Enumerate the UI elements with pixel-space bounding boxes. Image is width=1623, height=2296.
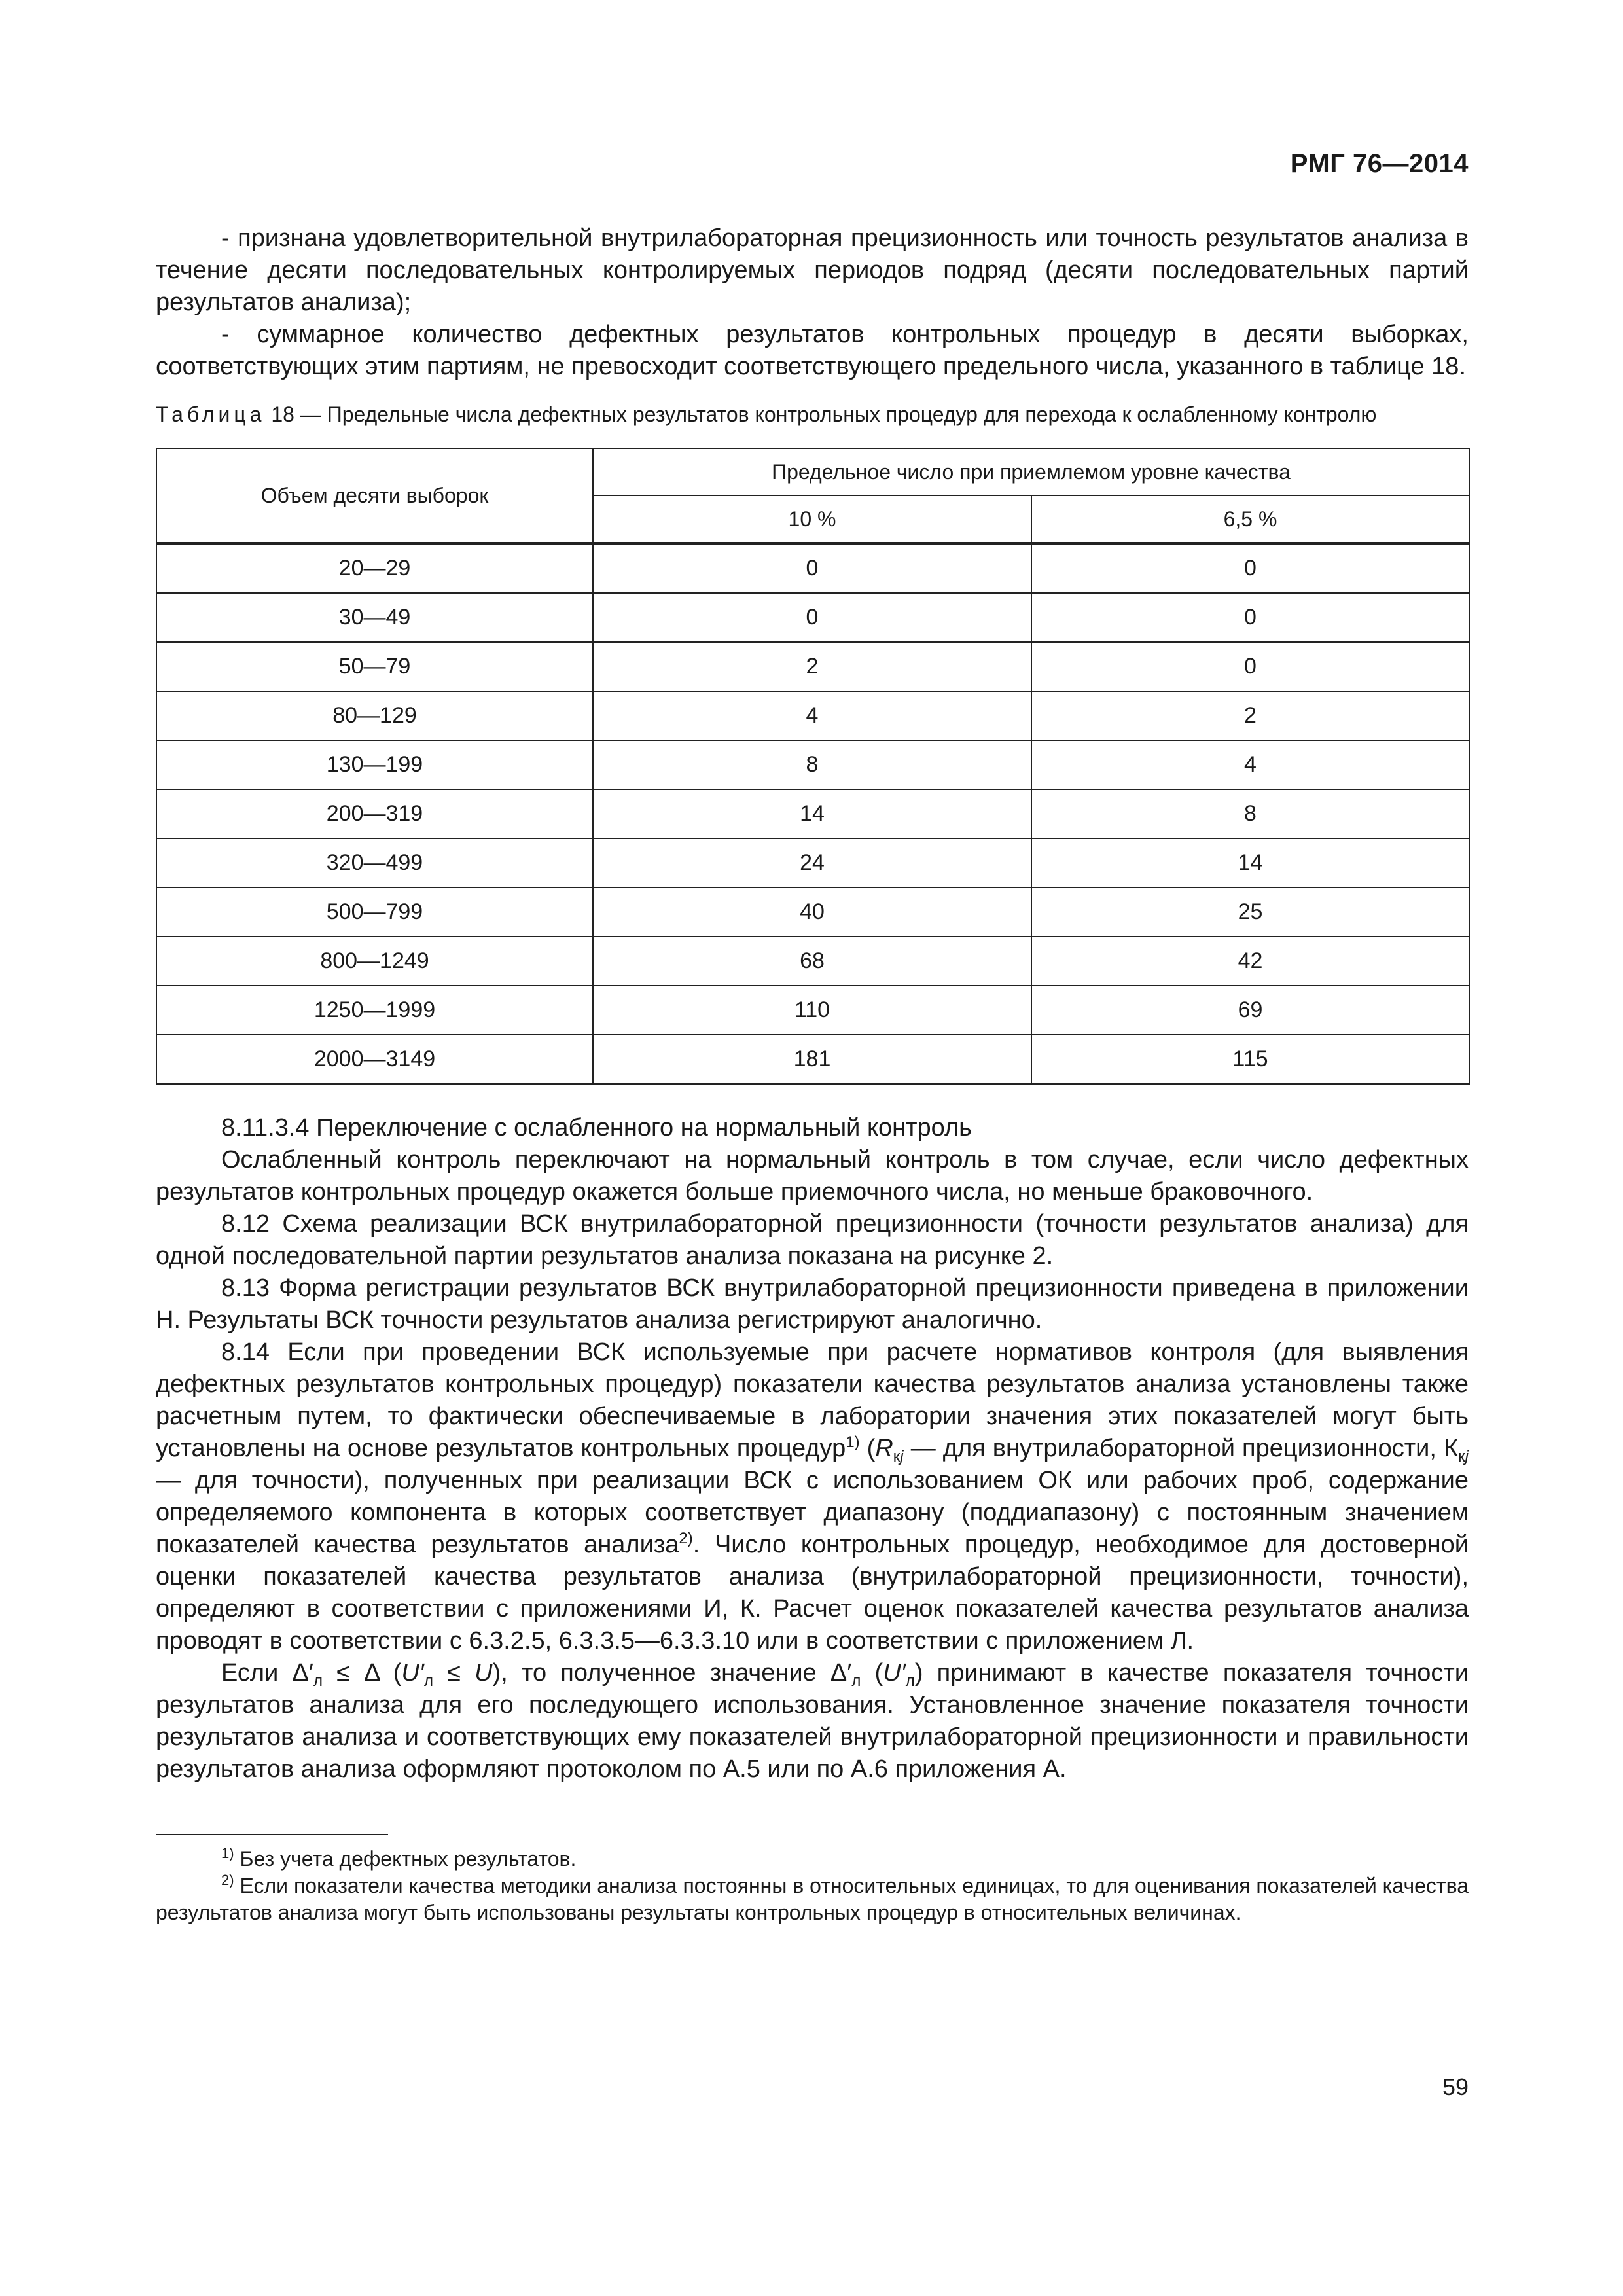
spacer [156,383,1469,401]
document-code: РМГ 76—2014 [1290,149,1469,178]
subscript: л [313,1672,323,1690]
table-row [156,838,1469,888]
footnote-text: Если показатели качества методики анализа постоянны в относительных единицах, то для оценивания показателей качества результатов анализа могут быть использованы результаты контрольных процедур в относительных величинах. [156,1874,1469,1924]
cell-limit-10: 24 [593,838,1031,888]
cell-limit-10: 4 [593,691,1031,740]
cell-sample-volume: 80—129 [156,691,593,740]
cell-sample-volume: 800—1249 [156,937,593,986]
section-8-11-3-4-text: Ослабленный контроль переключают на нормальный контроль в том случае, если число дефектных результатов контрольных процедур окажется больше приемочного числа, но меньше браковочного. [156,1146,1469,1206]
table-row [156,888,1469,937]
intro-paragraph-2: - суммарное количество дефектных результатов контрольных процедур в десяти выборках, соответствующих этим партиям, не превосходит соответствующего предельного числа, указанного в таблице 18. [156,321,1469,380]
cell-limit-6-5: 0 [1031,642,1469,691]
subscript: л [905,1672,915,1690]
cell-limit-6-5: 69 [1031,986,1469,1035]
header-6-5-percent: 6,5 % [1031,495,1469,543]
table-row [156,1035,1469,1084]
header-limit-number: Предельное число при приемлемом уровне качества [593,448,1469,495]
subscript: л [423,1672,433,1690]
table-row [156,691,1469,740]
symbol-u: U′ [401,1659,424,1687]
text-run: . Число контрольных процедур, необходимое для достоверной оценки показателей качества результатов анализа (внутрилабораторной прецизионности, точности), определяют в соответствии с приложениями И, К. Расчет оценок показателей качества результатов анализа проводят в соответствии с 6.3.2.5, 6.3.3.5—6.3.3.10 или в соответствии с приложением Л. [156,1531,1469,1655]
table-body [156,543,1469,1084]
footnote-1 [156,1846,1469,1873]
footnote-mark: 1) [221,1845,234,1861]
symbol-u: U′ [883,1659,906,1687]
cell-limit-6-5: 8 [1031,789,1469,838]
cell-limit-10: 14 [593,789,1031,838]
symbol-r: R [875,1435,893,1462]
cell-limit-6-5: 0 [1031,593,1469,642]
limit-numbers-table [156,448,1470,1085]
footnote-separator [156,1834,388,1835]
cell-sample-volume: 130—199 [156,740,593,789]
text-run: 8.14 Если при проведении ВСК используемые при расчете нормативов контроля (для выявления дефектных результатов контрольных процедур) показатели качества результатов анализа установлены также расчетным путем, то фактически обеспечиваемые в лаборатории значения этих показателей могут быть установлены на основе результатов контрольных процедур [156,1338,1469,1462]
cell-limit-10: 68 [593,937,1031,986]
symbol-r-subscript: кj [893,1448,904,1465]
paragraph-accuracy-condition [156,1657,1469,1785]
table-caption-text: 18 — Предельные числа дефектных результатов контрольных процедур для перехода к ослабленному контролю [271,403,1377,426]
cell-limit-6-5: 115 [1031,1035,1469,1084]
header-sample-volume: Объем десяти выборок [156,448,593,543]
cell-limit-10: 181 [593,1035,1031,1084]
cell-sample-volume: 20—29 [156,543,593,593]
table-row [156,593,1469,642]
cell-sample-volume: 30—49 [156,593,593,642]
table-caption-label: Таблица [156,403,266,426]
cell-limit-10: 40 [593,888,1031,937]
cell-limit-6-5: 14 [1031,838,1469,888]
table-row [156,937,1469,986]
cell-limit-10: 110 [593,986,1031,1035]
cell-sample-volume: 320—499 [156,838,593,888]
cell-limit-6-5: 25 [1031,888,1469,937]
paragraph-8-13: 8.13 Форма регистрации результатов ВСК внутрилабораторной прецизионности приведена в приложении Н. Результаты ВСК точности результатов анализа регистрируют аналогично. [156,1274,1469,1334]
text-run: ( [861,1659,883,1687]
cell-sample-volume: 1250—1999 [156,986,593,1035]
cell-sample-volume: 500—799 [156,888,593,937]
text-run: ), то полученное значение Δ′ [492,1659,852,1687]
table-row [156,642,1469,691]
cell-limit-10: 2 [593,642,1031,691]
header-10-percent: 10 % [593,495,1031,543]
footnote-text: Без учета дефектных результатов. [240,1847,577,1871]
section-8-11-3-4-title: 8.11.3.4 Переключение с ослабленного на нормальный контроль [221,1114,972,1141]
footnote-ref-1: 1) [846,1433,860,1451]
cell-limit-10: 8 [593,740,1031,789]
text-run: — для внутрилабораторной прецизионности, К [903,1435,1459,1462]
footnote-mark: 2) [221,1872,234,1888]
symbol-k-subscript: кj [1458,1448,1469,1465]
cell-limit-6-5: 4 [1031,740,1469,789]
page-number: 59 [1442,2073,1469,2100]
intro-paragraph-1: - признана удовлетворительной внутрилабораторная прецизионность или точность результатов анализа в течение десяти последовательных контролируемых периодов подряд (десяти последовательных партий результатов анализа); [156,224,1469,316]
cell-limit-6-5: 42 [1031,937,1469,986]
cell-sample-volume: 50—79 [156,642,593,691]
subscript: л [851,1672,861,1690]
cell-limit-10: 0 [593,593,1031,642]
footnote-2 [156,1873,1469,1926]
text-run: ≤ [433,1659,475,1687]
symbol-u: U [474,1659,493,1687]
cell-limit-10: 0 [593,543,1031,593]
text-run: Если Δ′ [221,1659,314,1687]
table-row [156,789,1469,838]
spacer [156,1085,1469,1112]
text-run: ≤ Δ ( [323,1659,402,1687]
cell-limit-6-5: 2 [1031,691,1469,740]
cell-limit-6-5: 0 [1031,543,1469,593]
footnote-ref-2: 2) [679,1530,693,1547]
paragraph-8-14 [156,1336,1469,1657]
table-row [156,740,1469,789]
cell-sample-volume: 200—319 [156,789,593,838]
table-row [156,543,1469,593]
text-run: ( [859,1435,876,1462]
table-row [156,986,1469,1035]
text-run: — для точности), полученных при реализации ВСК с использованием ОК или рабочих проб, содержание определяемого компонента в которых соответствует диапазону (поддиапазону) с постоянным значением показателей качества результатов анализа [156,1467,1469,1558]
cell-sample-volume: 2000—3149 [156,1035,593,1084]
paragraph-8-12: 8.12 Схема реализации ВСК внутрилабораторной прецизионности (точности результатов анализа) для одной последовательной партии результатов анализа показана на рисунке 2. [156,1210,1469,1270]
table-caption [156,401,1469,428]
page-content [156,223,1469,1926]
text-run: ) принимают в качестве показателя точности результатов анализа для его последующего использования. Установленное значение показателя точности результатов анализа и соответствующих ему показателей внутрилабораторной прецизионности и правильности результатов анализа оформляют протоколом по А.5 или по А.6 приложения А. [156,1659,1469,1783]
